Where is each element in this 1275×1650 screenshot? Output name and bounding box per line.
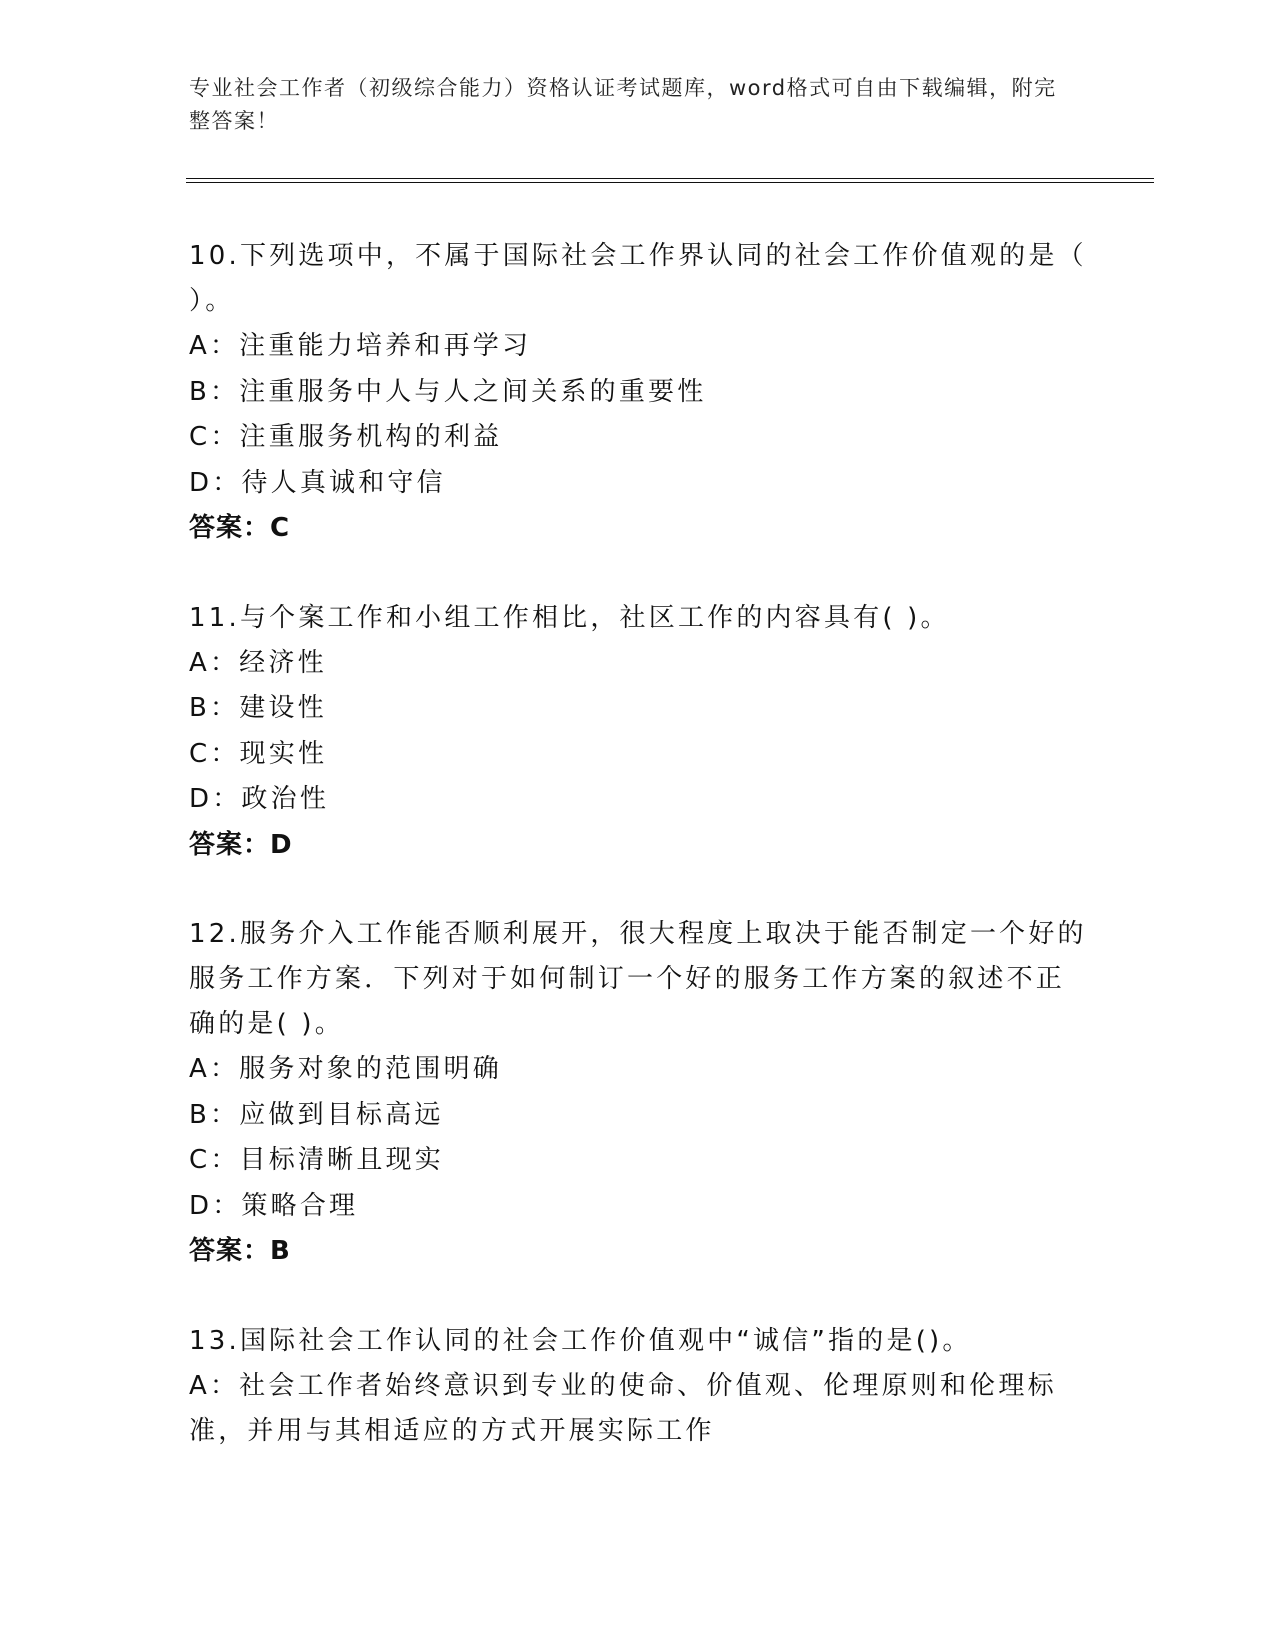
question-10 [189, 234, 1089, 552]
answer-label: 答案：B [189, 1236, 291, 1266]
option-c: C：目标清晰且现实 [189, 1145, 444, 1175]
question-spacer [189, 552, 1089, 596]
question-12 [189, 912, 1089, 1275]
option-d: D：待人真诚和守信 [189, 467, 446, 498]
option-b: B：建设性 [189, 693, 327, 723]
question-text: 11.与个案工作和小组工作相比，社区工作的内容具有( )。 [189, 602, 950, 633]
question-text: 13.国际社会工作认同的社会工作价值观中“诚信”指的是()。 [189, 1325, 972, 1356]
question-text: 12.服务介入工作能否顺利展开，很大程度上取决于能否制定一个好的服务工作方案．下列对于如何制订一个好的服务工作方案的叙述不正确的是( )。 [189, 919, 1087, 1039]
option-b: B：注重服务中人与人之间关系的重要性 [189, 376, 707, 407]
question-13 [189, 1319, 1089, 1455]
question-11 [189, 596, 1089, 869]
document-header: 专业社会工作者（初级综合能力）资格认证考试题库，word格式可自由下载编辑，附完整答案！ [189, 76, 1057, 133]
option-d: D：策略合理 [189, 1190, 359, 1221]
question-text: 10.下列选项中，不属于国际社会工作界认同的社会工作价值观的是（ ）。 [189, 241, 1087, 316]
option-a: A：社会工作者始终意识到专业的使命、价值观、伦理原则和伦理标准，并用与其相适应的方式开展实际工作 [189, 1370, 1057, 1446]
header-rule-top [186, 178, 1154, 179]
option-c: C：现实性 [189, 738, 328, 769]
question-list [189, 234, 1089, 1455]
option-d: D：政治性 [189, 784, 330, 814]
answer-label: 答案：D [189, 829, 293, 860]
option-a: A：服务对象的范围明确 [189, 1054, 502, 1084]
option-a: A：注重能力培养和再学习 [189, 331, 532, 361]
header-rule-bottom [186, 182, 1154, 183]
question-spacer [189, 868, 1089, 912]
option-a: A：经济性 [189, 647, 327, 678]
option-c: C：注重服务机构的利益 [189, 422, 503, 452]
question-spacer [189, 1275, 1089, 1319]
option-b: B：应做到目标高远 [189, 1099, 444, 1130]
answer-label: 答案：C [189, 513, 291, 543]
